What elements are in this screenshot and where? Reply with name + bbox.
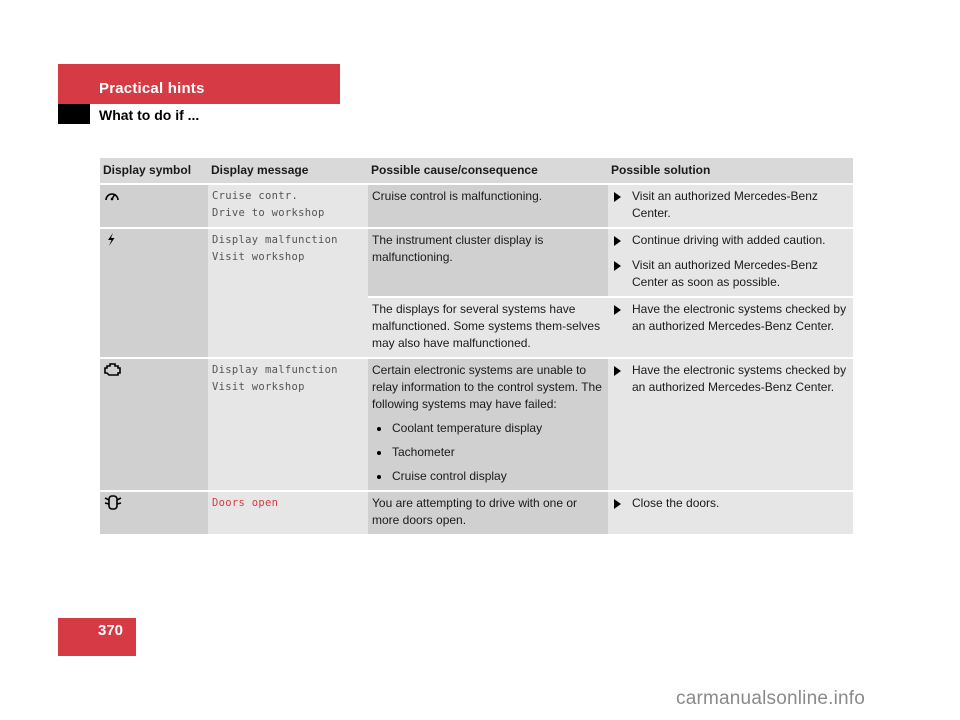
display-messages-table xyxy=(100,158,853,536)
display-message-line: Display malfunction xyxy=(212,364,338,376)
table-row xyxy=(100,228,853,297)
column-header-display-symbol: Display symbol xyxy=(100,158,208,184)
solution-item xyxy=(612,257,849,291)
solution-cell xyxy=(608,228,853,297)
solution-text: Visit an authorized Mercedes-Benz Center. xyxy=(632,189,818,220)
table-row xyxy=(100,491,853,535)
section-marker xyxy=(58,104,90,124)
cause-cell xyxy=(368,358,608,491)
arrow-right-icon xyxy=(614,305,621,315)
solution-text: Visit an authorized Mercedes-Benz Center as soon as possible. xyxy=(632,258,818,289)
engine-check-icon xyxy=(104,362,204,377)
bullet-item: Cruise control display xyxy=(372,468,604,485)
message-cell xyxy=(208,491,368,535)
column-header-display-message: Display message xyxy=(208,158,368,184)
cause-cell: The instrument cluster display is malfunctioning. xyxy=(368,228,608,297)
solution-item xyxy=(612,232,849,249)
doors-open-icon xyxy=(104,495,204,510)
solution-cell xyxy=(608,184,853,228)
bullet-item: Tachometer xyxy=(372,444,604,461)
solution-text: Close the doors. xyxy=(632,496,720,510)
table-row xyxy=(100,358,853,491)
arrow-right-icon xyxy=(614,261,621,271)
display-message-line: Visit workshop xyxy=(212,251,305,263)
symbol-cell xyxy=(100,491,208,535)
column-header-cause: Possible cause/consequence xyxy=(368,158,608,184)
display-message-line: Cruise contr. xyxy=(212,190,299,202)
display-message-line: Display malfunction xyxy=(212,234,338,246)
solution-text: Continue driving with added caution. xyxy=(632,233,826,247)
symbol-cell xyxy=(100,228,208,358)
solution-item xyxy=(612,188,849,222)
message-cell xyxy=(208,184,368,228)
speedometer-warning-icon xyxy=(104,188,204,203)
message-cell xyxy=(208,358,368,491)
column-header-solution: Possible solution xyxy=(608,158,853,184)
cause-cell: Cruise control is malfunctioning. xyxy=(368,184,608,228)
watermark: carmanualsonline.info xyxy=(676,688,866,709)
arrow-right-icon xyxy=(614,192,621,202)
solution-item xyxy=(612,301,849,335)
display-message-line: Visit workshop xyxy=(212,381,305,393)
table-header-row xyxy=(100,158,853,184)
solution-cell xyxy=(608,297,853,358)
arrow-right-icon xyxy=(614,366,621,376)
cause-text: Certain electronic systems are unable to relay information to the control system. The following systems may have failed: xyxy=(372,363,602,411)
solution-item xyxy=(612,362,849,396)
section-header-band xyxy=(58,64,340,104)
display-message-line: Drive to workshop xyxy=(212,207,325,219)
solution-item xyxy=(612,495,849,512)
section-title: Practical hints xyxy=(99,80,205,97)
arrow-right-icon xyxy=(614,499,621,509)
symbol-cell xyxy=(100,184,208,228)
cause-cell: The displays for several systems have malfunctioned. Some systems them-selves may also have malfunctioned. xyxy=(368,297,608,358)
message-cell xyxy=(208,228,368,358)
page-number-band xyxy=(58,618,136,656)
arrow-right-icon xyxy=(614,236,621,246)
bullet-item: Coolant temperature display xyxy=(372,420,604,437)
subsection-title: What to do if ... xyxy=(99,107,200,123)
table-row xyxy=(100,184,853,228)
solution-text: Have the electronic systems checked by an authorized Mercedes-Benz Center. xyxy=(632,302,847,333)
cause-cell: You are attempting to drive with one or more doors open. xyxy=(368,491,608,535)
solution-text: Have the electronic systems checked by an authorized Mercedes-Benz Center. xyxy=(632,363,847,394)
symbol-cell xyxy=(100,358,208,491)
solution-cell xyxy=(608,491,853,535)
display-message-line: Doors open xyxy=(212,497,279,509)
page-number: 370 xyxy=(98,622,124,639)
lightning-bolt-icon xyxy=(104,232,204,247)
solution-cell xyxy=(608,358,853,491)
